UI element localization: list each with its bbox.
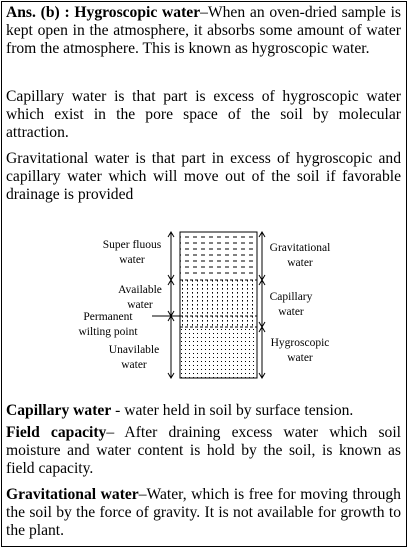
label-superfluous-water: water (119, 254, 145, 266)
answer-label: Ans. (b) : (6, 4, 75, 21)
label-available-water: water (127, 299, 153, 311)
label-hygroscopic-water: water (287, 352, 313, 364)
label-unavailable: Unavilable (108, 344, 160, 356)
label-unavailable-water: water (121, 359, 147, 371)
answer-term: Hygroscopic water (74, 4, 201, 21)
label-available: Available (118, 284, 162, 296)
answer-paragraph (6, 4, 401, 58)
label-gravitational: Gravitational (269, 242, 331, 254)
label-capillary: Capillary (269, 291, 313, 303)
label-wilting-point: wilting point (78, 326, 138, 338)
definition-field-capacity (6, 424, 401, 478)
definition-text: – After draining excess water which soil moisture and water content is hold by the soil, is known as field capacity. (6, 424, 401, 477)
hygroscopic-zone (180, 327, 257, 378)
capillary-zone (180, 280, 257, 327)
label-permanent: Permanent (83, 311, 133, 323)
definition-term: Capillary water (6, 402, 112, 419)
label-gravitational-water: water (287, 257, 313, 269)
definition-text: –Water, which is free for moving through the soil by the force of gravity. It is not available for growth to the plant. (6, 486, 401, 539)
definition-term: Gravitational water (6, 486, 139, 503)
gravitational-paragraph: Gravitational water is that part in excess of hygroscopic and capillary water which will move out of the soil if favorable drainage is provided (6, 150, 401, 203)
label-hygroscopic: Hygroscopic (270, 337, 330, 349)
capillary-paragraph: Capillary water is that part is excess of hygroscopic water which exist in the pore space of the soil by molecular attraction. (6, 88, 401, 141)
definition-gravitational (6, 486, 401, 540)
answer-definition: –When an oven-dried sample is kept open in the atmosphere, it absorbs some amount of water from the atmosphere. This is known as hygroscopic water. (6, 4, 401, 57)
definition-capillary (6, 402, 401, 420)
definition-text: - water held in soil by surface tension. (111, 402, 354, 419)
label-superfluous: Super fluous (102, 239, 162, 251)
soil-water-diagram (0, 226, 410, 386)
definition-term: Field capacity (6, 424, 107, 441)
gravitational-zone (180, 232, 257, 278)
label-capillary-water: water (278, 306, 304, 318)
